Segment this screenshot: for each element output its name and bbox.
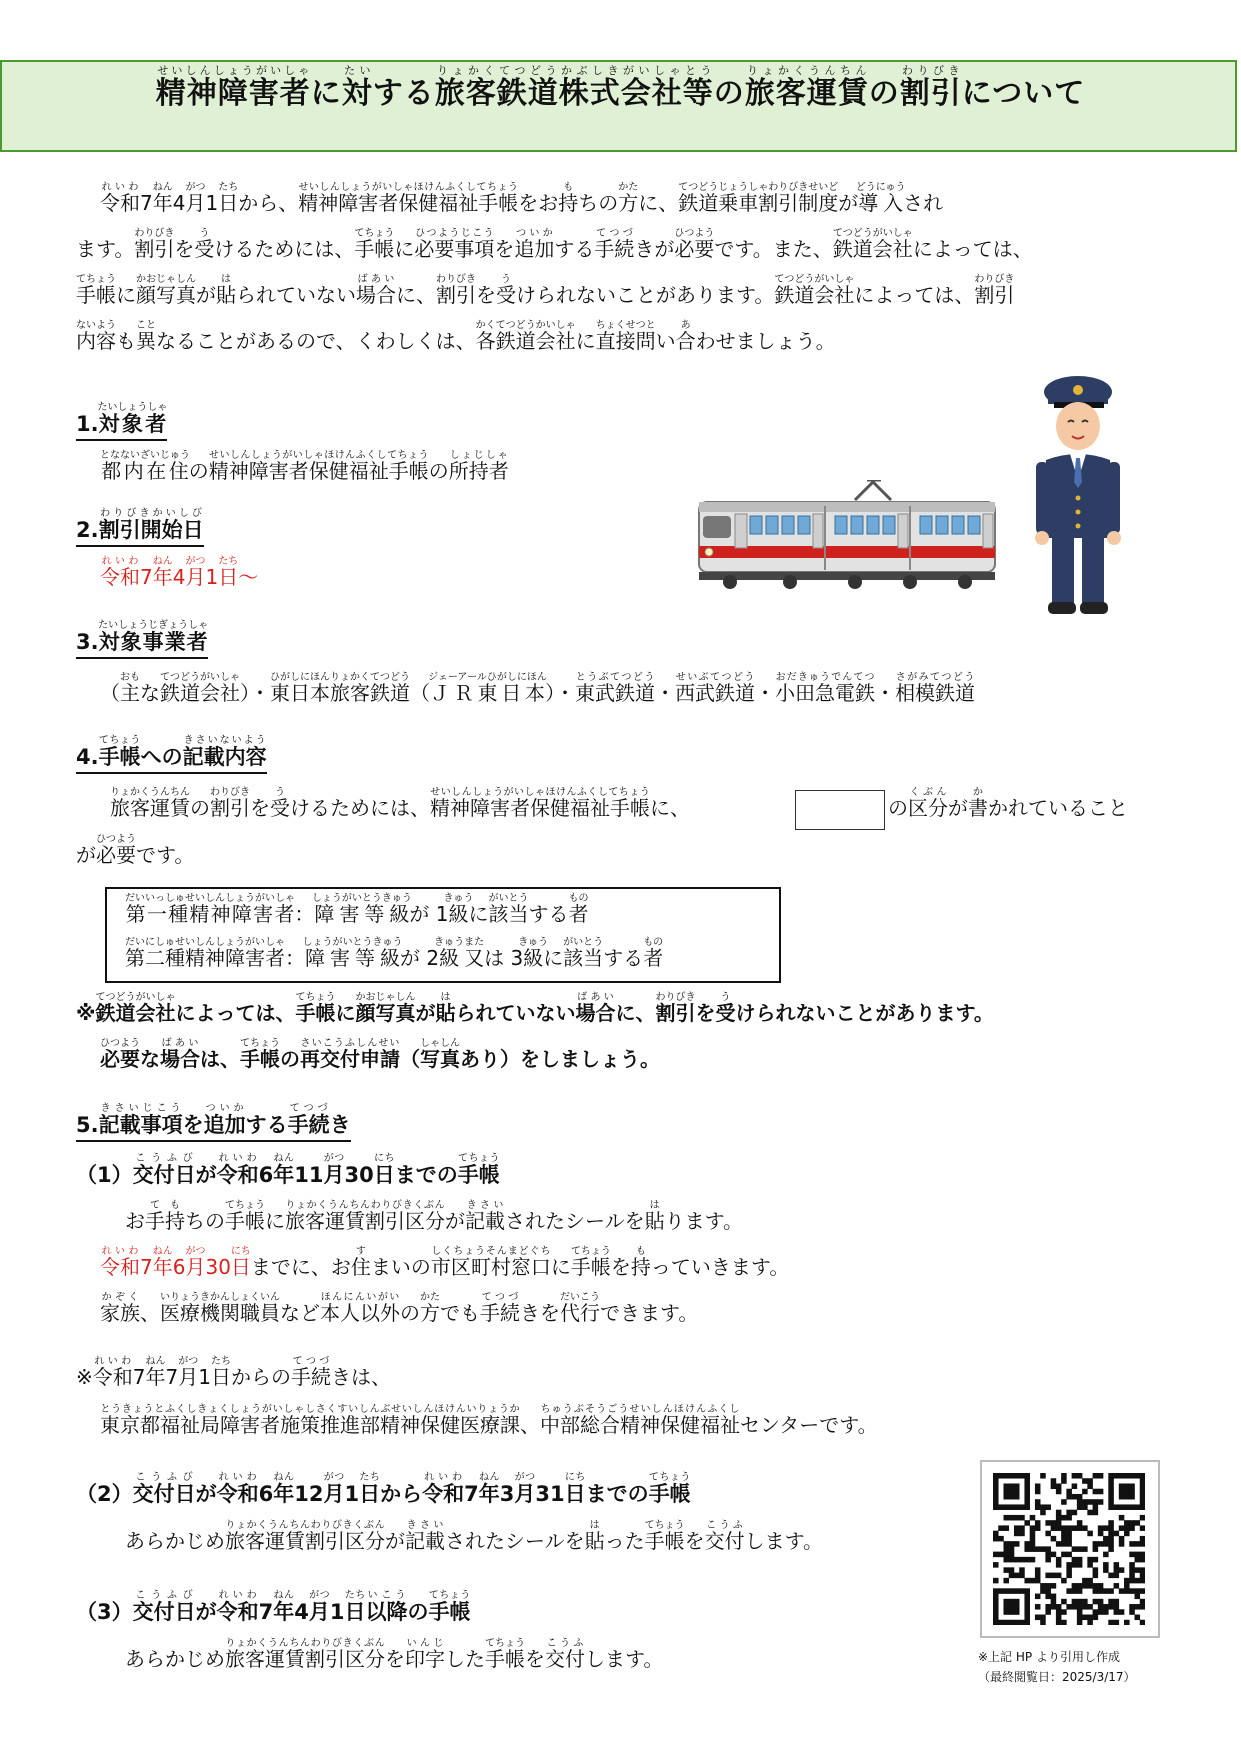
ruby-text: 年ねん bbox=[152, 556, 173, 589]
photo-note-line-2: 必要ひつような場合ばあいは、手帳てちょうの再交付申請さいこうふしんせい（写真しゃしんあり）をしましょう。 bbox=[100, 1038, 660, 1071]
ruby-text: 年ねん bbox=[152, 182, 173, 215]
ruby-text: 家族かぞく bbox=[100, 1292, 140, 1325]
ruby-text: 受う bbox=[270, 787, 290, 820]
ruby-text: 令和れいわ bbox=[216, 1590, 259, 1624]
section-1-body: 都内在住となないざいじゅうの精神障害者保健福祉手帳せいしんしょうがいしゃほけんふくしてちょうの所持者しょじしゃ bbox=[100, 450, 509, 483]
ruby-text: 割引開始日わりびきかいしび bbox=[98, 508, 204, 542]
ruby-text: 顔写真かおじゃしん bbox=[355, 992, 416, 1025]
ruby-text: 交付日こうふび bbox=[132, 1472, 196, 1506]
ruby-text: 旅客鉄道株式会社等りょかくてつどうかぶしきがいしゃとう bbox=[434, 64, 714, 111]
office-note-line-1: ※令和れいわ7年ねん7月がつ1日たちからの手続てつづきは、 bbox=[76, 1356, 391, 1389]
ruby-text: 月がつ bbox=[308, 1590, 330, 1624]
ruby-text: 相模鉄道さがみてつどう bbox=[895, 672, 976, 705]
subsection-1-heading: （1）交付日こうふびが令和れいわ6年ねん11月がつ30日にちまでの手帳てちょう bbox=[76, 1153, 500, 1187]
ruby-text: 以降いこう bbox=[365, 1590, 408, 1624]
ruby-text: 障害等級しょうがいとうきゅう bbox=[311, 893, 412, 926]
ruby-text: 日たち bbox=[344, 1590, 366, 1624]
ruby-text: 者もの bbox=[643, 937, 664, 970]
ruby-text: ＪＲ東日本ジェーアールひがしにほん bbox=[428, 672, 547, 705]
ruby-text: 区分くぶん bbox=[908, 787, 948, 820]
ruby-text: 受う bbox=[496, 274, 516, 307]
ruby-text: 手帳てちょう bbox=[457, 1153, 500, 1187]
ruby-text: 割引わりびき bbox=[655, 992, 696, 1025]
ruby-text: 鉄道会社てつどうがいしゃ bbox=[95, 992, 176, 1025]
blank-category-box bbox=[795, 790, 885, 830]
ruby-text: 精神障害者せいしんしょうがいしゃ bbox=[155, 64, 311, 111]
ruby-text: 顔写真かおじゃしん bbox=[136, 274, 196, 307]
ruby-text: 必要ひつよう bbox=[674, 228, 715, 261]
ruby-text: 令和れいわ bbox=[100, 556, 140, 589]
ruby-text: 写真しゃしん bbox=[420, 1038, 460, 1071]
ruby-text: 手帳てちょう bbox=[225, 1200, 265, 1233]
ruby-text: 内容ないよう bbox=[76, 320, 116, 353]
ruby-text: 年ねん bbox=[273, 1153, 295, 1187]
ruby-text: 異こと bbox=[136, 320, 156, 353]
ruby-text: 医療機関職員いりょうきかんしょくいん bbox=[160, 1292, 280, 1325]
ruby-text: 月がつ bbox=[185, 1246, 206, 1279]
ruby-text: 旅客運賃りょかくうんちん bbox=[110, 787, 190, 820]
subsection-1-line-1: お手持てもちの手帳てちょうに旅客運賃割引区分りょかくうんちんわりびきくぶんが記載きさいされたシールを貼はります。 bbox=[125, 1200, 744, 1233]
ruby-text: 鉄道会社てつどうがいしゃ bbox=[160, 672, 240, 705]
ruby-text: 記載事項きさいじこう bbox=[98, 1103, 183, 1137]
ruby-text: 方かた bbox=[618, 182, 639, 215]
section-3-body: （主おもな鉄道会社てつどうがいしゃ）・東日本旅客鉄道ひがしにほんりょかくてつどう（ＪＲ東日本ジェーアールひがしにほん）・東武鉄道とうぶてつどう・西武鉄道せいぶてつどう・小田急電鉄おだきゅうでんてつ・相模鉄道さがみてつどう bbox=[100, 672, 976, 705]
ruby-text: 市区町村窓口しくちょうそんまどぐち bbox=[430, 1246, 551, 1279]
ruby-text: 印字いんじ bbox=[405, 1638, 445, 1671]
ruby-text: 住す bbox=[350, 1246, 371, 1279]
ruby-text: 記載きさい bbox=[465, 1200, 505, 1233]
ruby-text: 手帳てちょう bbox=[240, 1038, 280, 1071]
ruby-text: 追加ついか bbox=[203, 1103, 246, 1137]
intro-line-4: 内容ないようも異ことなることがあるので、くわしくは、各鉄道会社かくてつどうかいしゃに直接問ちょくせつとい合あわせましょう。 bbox=[76, 320, 836, 353]
ruby-text: 月がつ bbox=[178, 1356, 199, 1389]
ruby-text: 月がつ bbox=[185, 556, 206, 589]
ruby-text: 所持者しょじしゃ bbox=[448, 450, 509, 483]
ruby-text: 手帳てちょう bbox=[644, 1520, 685, 1553]
ruby-text: 該当がいとう bbox=[488, 893, 529, 926]
ruby-text: 旅客運賃割引区分りょかくうんちんわりびきくぶん bbox=[285, 1200, 445, 1233]
ruby-text: 日たち bbox=[210, 1356, 231, 1389]
ruby-text: 追加ついか bbox=[514, 228, 555, 261]
section-1-heading: 1.対象者たいしょうしゃ bbox=[76, 402, 167, 441]
section-4-heading: 4.手帳てちょうへの記載内容きさいないよう bbox=[76, 735, 267, 774]
ruby-text: 手帳てちょう bbox=[428, 1590, 471, 1624]
ruby-text: 令和れいわ bbox=[216, 1153, 259, 1187]
subsection-1-line-3: 家族かぞく、医療機関職員いりょうきかんしょくいんなど本人以外ほんにんいがいの方かたでも手続てつづきを代行だいこうできます。 bbox=[100, 1292, 699, 1325]
station-staff-illustration bbox=[1030, 370, 1126, 620]
ruby-text: 年ねん bbox=[145, 1356, 166, 1389]
subsection-3-heading: （3）交付日こうふびが令和れいわ7年ねん4月がつ1日たち以降いこうの手帳てちょう bbox=[76, 1590, 471, 1624]
ruby-text: 割引わりびき bbox=[210, 787, 250, 820]
ruby-text: 手続てつづ bbox=[287, 1103, 330, 1137]
ruby-text: 年ねん bbox=[273, 1590, 295, 1624]
ruby-text: 手帳てちょう bbox=[76, 274, 116, 307]
ruby-text: 記載きさい bbox=[405, 1520, 445, 1553]
qr-caption-2: （最終閲覧日：2025/3/17） bbox=[978, 1670, 1136, 1684]
ruby-text: 該当がいとう bbox=[563, 937, 604, 970]
ruby-text: 年ねん bbox=[478, 1472, 500, 1506]
ruby-text: 受う bbox=[715, 992, 736, 1025]
deadline-date: 令和れいわ7年ねん6月がつ30日にち bbox=[100, 1246, 251, 1279]
ruby-text: 対象者たいしょうしゃ bbox=[97, 402, 168, 436]
ruby-text: 日たち bbox=[359, 1472, 381, 1506]
ruby-text: 貼は bbox=[435, 992, 456, 1025]
ruby-text: 必要事項ひつようじこう bbox=[414, 228, 495, 261]
ruby-text: 交付日こうふび bbox=[132, 1590, 196, 1624]
ruby-text: 書か bbox=[968, 787, 988, 820]
ruby-text: 手帳てちょう bbox=[98, 735, 141, 769]
section-5-heading: 5.記載事項きさいじこうを追加ついかする手続てつづき bbox=[76, 1103, 351, 1142]
ruby-text: 令和れいわ bbox=[216, 1472, 259, 1506]
section-4-body-line-1: 旅客運賃りょかくうんちんの割引わりびきを受うけるためには、精神障害者保健福祉手帳せいしんしょうがいしゃほけんふくしてちょうに、 bbox=[110, 787, 690, 820]
ruby-text: 割引わりびき bbox=[974, 274, 1015, 307]
ruby-text: 旅客運賃りょかくうんちん bbox=[744, 64, 869, 111]
ruby-text: 級きゅう bbox=[518, 937, 549, 970]
ruby-text: 東武鉄道とうぶてつどう bbox=[575, 672, 656, 705]
ruby-text: 日にち bbox=[373, 1153, 395, 1187]
train-illustration bbox=[695, 480, 1000, 592]
ruby-text: 月がつ bbox=[323, 1153, 345, 1187]
ruby-text: 手帳てちょう bbox=[295, 992, 336, 1025]
subsection-2-line-1: あらかじめ旅客運賃割引区分りょかくうんちんわりびきくぶんが記載きさいされたシールを貼はった手帳てちょうを交付こうふします。 bbox=[125, 1520, 824, 1553]
ruby-text: 令和れいわ bbox=[100, 182, 140, 215]
ruby-text: 年ねん bbox=[273, 1472, 295, 1506]
ruby-text: 交付こうふ bbox=[545, 1638, 585, 1671]
subsection-3-line-1: あらかじめ旅客運賃割引区分りょかくうんちんわりびきくぶんを印字いんじした手帳てちょうを交付こうふします。 bbox=[125, 1638, 664, 1671]
ruby-text: 主おも bbox=[120, 672, 140, 705]
type-1-line: 第一種精神障害者だいいっしゅせいしんしょうがいしゃ：障害等級しょうがいとうきゅうが 1級きゅうに該当がいとうする者もの bbox=[125, 893, 589, 926]
page-title: 精神障害者せいしんしょうがいしゃに対たいする旅客鉄道株式会社等りょかくてつどうかぶしきがいしゃとうの旅客運賃りょかくうんちんの割引わりびきについて bbox=[155, 64, 1086, 111]
ruby-text: 場合ばあい bbox=[356, 274, 396, 307]
ruby-text: 持も bbox=[558, 182, 579, 215]
ruby-text: 令和れいわ bbox=[100, 1246, 140, 1279]
ruby-text: 対象事業者たいしょうじぎょうしゃ bbox=[98, 620, 209, 654]
ruby-text: 精神障害者保健福祉手帳せいしんしょうがいしゃほけんふくしてちょう bbox=[430, 787, 650, 820]
ruby-text: 中部総合精神保健福祉ちゅうぶそうごうせいしんほけんふくし bbox=[540, 1404, 740, 1437]
ruby-text: 精神障害者保健福祉手帳せいしんしょうがいしゃほけんふくしてちょう bbox=[298, 182, 519, 215]
ruby-text: 日たち bbox=[218, 182, 239, 215]
ruby-text: 手帳てちょう bbox=[648, 1472, 691, 1506]
ruby-text: 令和れいわ bbox=[92, 1356, 133, 1389]
ruby-text: 各鉄道会社かくてつどうかいしゃ bbox=[475, 320, 576, 353]
section-4-body-line-1-cont: の区分くぶんが書かかれていること bbox=[888, 787, 1128, 820]
ruby-text: 場合ばあい bbox=[575, 992, 616, 1025]
ruby-text: 鉄道乗車割引制度てつどうじょうしゃわりびきせいど bbox=[678, 182, 839, 215]
ruby-text: 交付こうふ bbox=[704, 1520, 745, 1553]
ruby-text: 手続てつづ bbox=[480, 1292, 520, 1325]
ruby-text: 手続てつづ bbox=[290, 1356, 331, 1389]
ruby-text: 割引わりびき bbox=[436, 274, 476, 307]
intro-line-1: 令和れいわ7年ねん4月がつ1日たちから、精神障害者保健福祉手帳せいしんしょうがいしゃほけんふくしてちょうをお持もちの方かたに、鉄道乗車割引制度てつどうじょうしゃわりびきせいどが導入どうにゅうされ bbox=[100, 182, 944, 215]
ruby-text: 西武鉄道せいぶてつどう bbox=[675, 672, 756, 705]
ruby-text: 本人以外ほんにんいがい bbox=[320, 1292, 400, 1325]
ruby-text: 令和れいわ bbox=[422, 1472, 465, 1506]
office-note-line-2: 東京都福祉局障害者施策推進部精神保健医療課とうきょうとふくしきょくしょうがいしゃしさくすいしんぶせいしんほけんいりょうか、中部総合精神保健福祉ちゅうぶそうごうせいしんほけんふくしセンターです。 bbox=[100, 1404, 878, 1437]
ruby-text: 又また bbox=[464, 937, 485, 970]
ruby-text: 旅客運賃割引区分りょかくうんちんわりびきくぶん bbox=[225, 1638, 385, 1671]
ruby-text: 日にち bbox=[230, 1246, 251, 1279]
ruby-text: 場合ばあい bbox=[160, 1038, 200, 1071]
ruby-text: 再交付申請さいこうふしんせい bbox=[300, 1038, 400, 1071]
qr-caption-1: ※上記 HP より引用し作成 bbox=[978, 1650, 1120, 1664]
ruby-text: 貼は bbox=[584, 1520, 605, 1553]
subsection-2-heading: （2）交付日こうふびが令和れいわ6年ねん12月がつ1日たちから令和れいわ7年ねん3月がつ31日にちまでの手帳てちょう bbox=[76, 1472, 691, 1506]
ruby-text: 日にち bbox=[564, 1472, 586, 1506]
ruby-text: 年ねん bbox=[152, 1246, 173, 1279]
ruby-text: 障害等級しょうがいとうきゅう bbox=[302, 937, 403, 970]
ruby-text: 貼は bbox=[644, 1200, 665, 1233]
ruby-text: 小田急電鉄おだきゅうでんてつ bbox=[775, 672, 876, 705]
section-3-heading: 3.対象事業者たいしょうじぎょうしゃ bbox=[76, 620, 208, 659]
ruby-text: 受う bbox=[194, 228, 215, 261]
section-2-heading: 2.割引開始日わりびきかいしび bbox=[76, 508, 204, 547]
ruby-text: 方かた bbox=[420, 1292, 440, 1325]
ruby-text: 級きゅう bbox=[443, 893, 474, 926]
ruby-text: 手帳てちょう bbox=[570, 1246, 611, 1279]
ruby-text: 直接問ちょくせつと bbox=[595, 320, 656, 353]
ruby-text: 手帳てちょう bbox=[485, 1638, 525, 1671]
ruby-text: 貼は bbox=[216, 274, 236, 307]
ruby-text: 鉄道会社てつどうがいしゃ bbox=[774, 274, 855, 307]
subsection-1-line-2: 令和れいわ7年ねん6月がつ30日にちまでに、お住すまいの市区町村窓口しくちょうそんまどぐちに手帳てちょうを持もっていきます。 bbox=[100, 1246, 790, 1279]
ruby-text: 交付日こうふび bbox=[132, 1153, 196, 1187]
ruby-text: 鉄道会社てつどうがいしゃ bbox=[832, 228, 913, 261]
ruby-text: 都内在住となないざいじゅう bbox=[100, 450, 190, 483]
ruby-text: 導入どうにゅう bbox=[855, 182, 906, 215]
section-4-body-line-2: が必要ひつようです。 bbox=[76, 834, 195, 867]
ruby-text: 割引わりびき bbox=[134, 228, 175, 261]
ruby-text: 手続てつづ bbox=[594, 228, 635, 261]
ruby-text: 月がつ bbox=[323, 1472, 345, 1506]
ruby-text: 月がつ bbox=[185, 182, 206, 215]
ruby-text: 持も bbox=[630, 1246, 651, 1279]
intro-line-3: 手帳てちょうに顔写真かおじゃしんが貼はられていない場合ばあいに、割引わりびきを受うけられないことがあります。鉄道会社てつどうがいしゃによっては、割引わりびき bbox=[76, 274, 1015, 307]
ruby-text: 旅客運賃割引区分りょかくうんちんわりびきくぶん bbox=[225, 1520, 385, 1553]
ruby-text: 必要ひつよう bbox=[100, 1038, 140, 1071]
ruby-text: 月がつ bbox=[514, 1472, 536, 1506]
ruby-text: 級きゅう bbox=[434, 937, 465, 970]
ruby-text: 精神障害者保健福祉手帳せいしんしょうがいしゃほけんふくしてちょう bbox=[208, 450, 429, 483]
ruby-text: 合あ bbox=[675, 320, 696, 353]
ruby-text: 割引わりびき bbox=[899, 64, 962, 111]
ruby-text: 対たい bbox=[341, 64, 373, 111]
ruby-text: 手持ても bbox=[145, 1200, 185, 1233]
photo-note-line-1: ※鉄道会社てつどうがいしゃによっては、手帳てちょうに顔写真かおじゃしんが貼はられていない場合ばあいに、割引わりびきを受うけられないことがあります。 bbox=[76, 992, 994, 1025]
section-2-body: 令和れいわ7年ねん4月がつ1日たち～ bbox=[100, 556, 259, 589]
ruby-text: 必要ひつよう bbox=[96, 834, 136, 867]
ruby-text: 手帳てちょう bbox=[354, 228, 395, 261]
ruby-text: 記載内容きさいないよう bbox=[182, 735, 267, 769]
ruby-text: 者もの bbox=[568, 893, 589, 926]
ruby-text: 東日本旅客鉄道ひがしにほんりょかくてつどう bbox=[270, 672, 410, 705]
intro-line-2: ます。割引わりびきを受うけるためには、手帳てちょうに必要事項ひつようじこうを追加ついかする手続てつづきが必要ひつようです。また、鉄道会社てつどうがいしゃによっては、 bbox=[76, 228, 1033, 261]
type-2-line: 第二種精神障害者だいにしゅせいしんしょうがいしゃ：障害等級しょうがいとうきゅうが 2級きゅう又または 3級きゅうに該当がいとうする者もの bbox=[125, 937, 664, 970]
ruby-text: 第一種精神障害者だいいっしゅせいしんしょうがいしゃ bbox=[125, 893, 295, 926]
ruby-text: 東京都福祉局障害者施策推進部精神保健医療課とうきょうとふくしきょくしょうがいしゃしさくすいしんぶせいしんほけんいりょうか bbox=[100, 1404, 520, 1437]
qr-code[interactable] bbox=[993, 1473, 1145, 1625]
ruby-text: 日たち bbox=[218, 556, 239, 589]
ruby-text: 代行だいこう bbox=[560, 1292, 600, 1325]
ruby-text: 第二種精神障害者だいにしゅせいしんしょうがいしゃ bbox=[125, 937, 285, 970]
